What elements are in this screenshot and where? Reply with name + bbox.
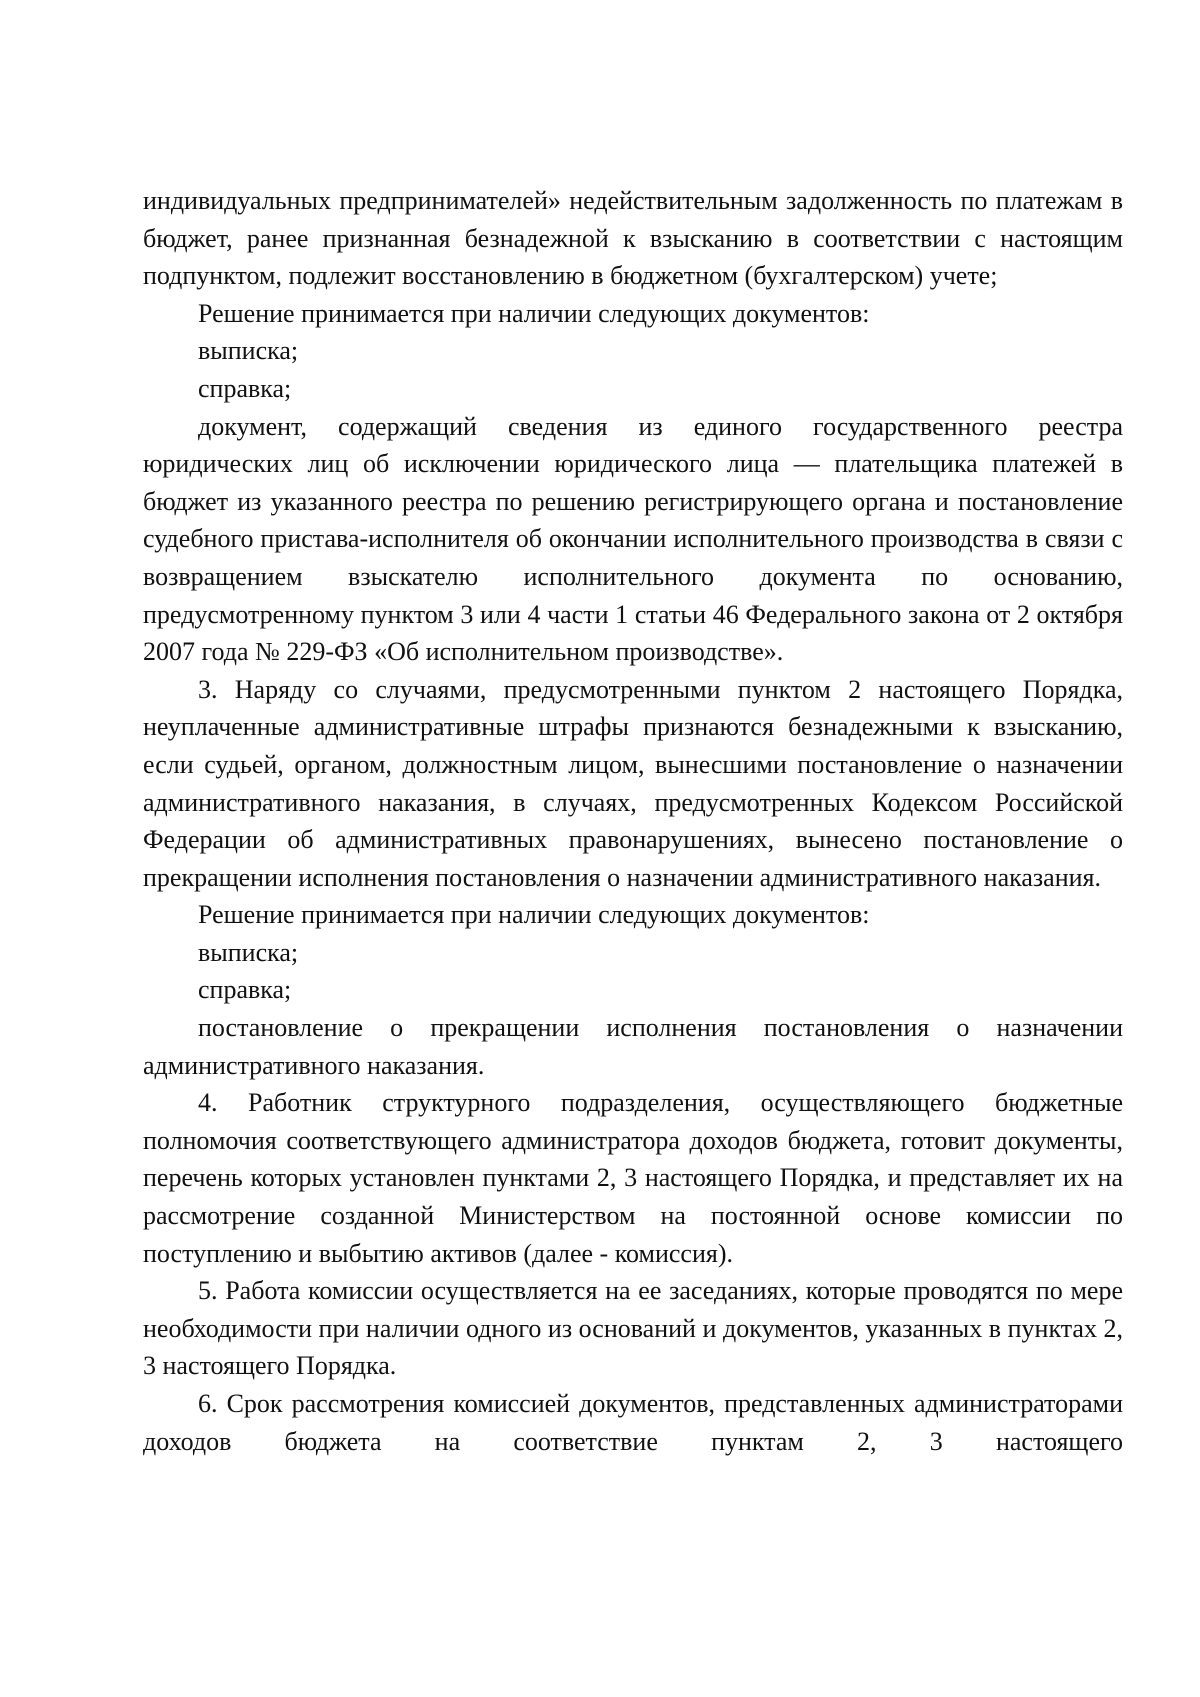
paragraph-clause-5: 5. Работа комиссии осуществляется на ее заседаниях, которые проводятся по мере необходимости при наличии одного из оснований и документов, указанных в пунктах 2, 3 настоящего Порядка.: [143, 1276, 1123, 1381]
paragraph-decision-basis: Решение принимается при наличии следующих документов:: [198, 298, 870, 328]
paragraph-item-extract-2: выписка;: [198, 937, 299, 967]
paragraph-item-certificate-2: справка;: [198, 975, 292, 1005]
document-body: [143, 182, 1123, 1460]
paragraph-continuation: индивидуальных предпринимателей» недействительным задолженность по платежам в бюджет, ранее признанная безнадежной к взысканию в соответствии с настоящим подпунктом, подлежит восстановлению в бюджетном (бухгалтерском) учете;: [143, 186, 1123, 291]
paragraph-clause-4: 4. Работник структурного подразделения, осуществляющего бюджетные полномочия соответствующего администратора доходов бюджета, готовит документы, перечень которых установлен пунктами 2, 3 настоящего Порядка, и представляет их на рассмотрение созданной Министерством на постоянной основе комиссии по поступлению и выбытию активов (далее - комиссия).: [143, 1088, 1123, 1268]
paragraph-item-termination-ruling: постановление о прекращении исполнения постановления о назначении административного наказания.: [143, 1013, 1123, 1080]
paragraph-clause-6: 6. Срок рассмотрения комиссией документов, представленных администраторами доходов бюджета на соответствие пунктам 2, 3 настоящего: [143, 1389, 1123, 1456]
paragraph-clause-3: 3. Наряду со случаями, предусмотренными пунктом 2 настоящего Порядка, неуплаченные административные штрафы признаются безнадежными к взысканию, если судьей, органом, должностным лицом, вынесшими постановление о назначении административного наказания, в случаях, предусмотренных Кодексом Российской Федерации об административных правонарушениях, вынесено постановление о прекращении исполнения постановления о назначении административного наказания.: [143, 674, 1123, 892]
paragraph-item-extract: выписка;: [198, 336, 299, 366]
paragraph-decision-basis-2: Решение принимается при наличии следующих документов:: [198, 900, 870, 930]
paragraph-item-registry-document: документ, содержащий сведения из единого государственного реестра юридических лиц об исключении юридического лица — плательщика платежей в бюджет из указанного реестра по решению регистрирующего органа и постановление судебного пристава-исполнителя об окончании исполнительного производства в связи с возвращением взыскателю исполнительного документа по основанию, предусмотренному пунктом 3 или 4 части 1 статьи 46 Федерального закона от 2 октября 2007 года № 229-ФЗ «Об исполнительном производстве».: [143, 411, 1123, 667]
paragraph-item-certificate: справка;: [198, 373, 292, 403]
